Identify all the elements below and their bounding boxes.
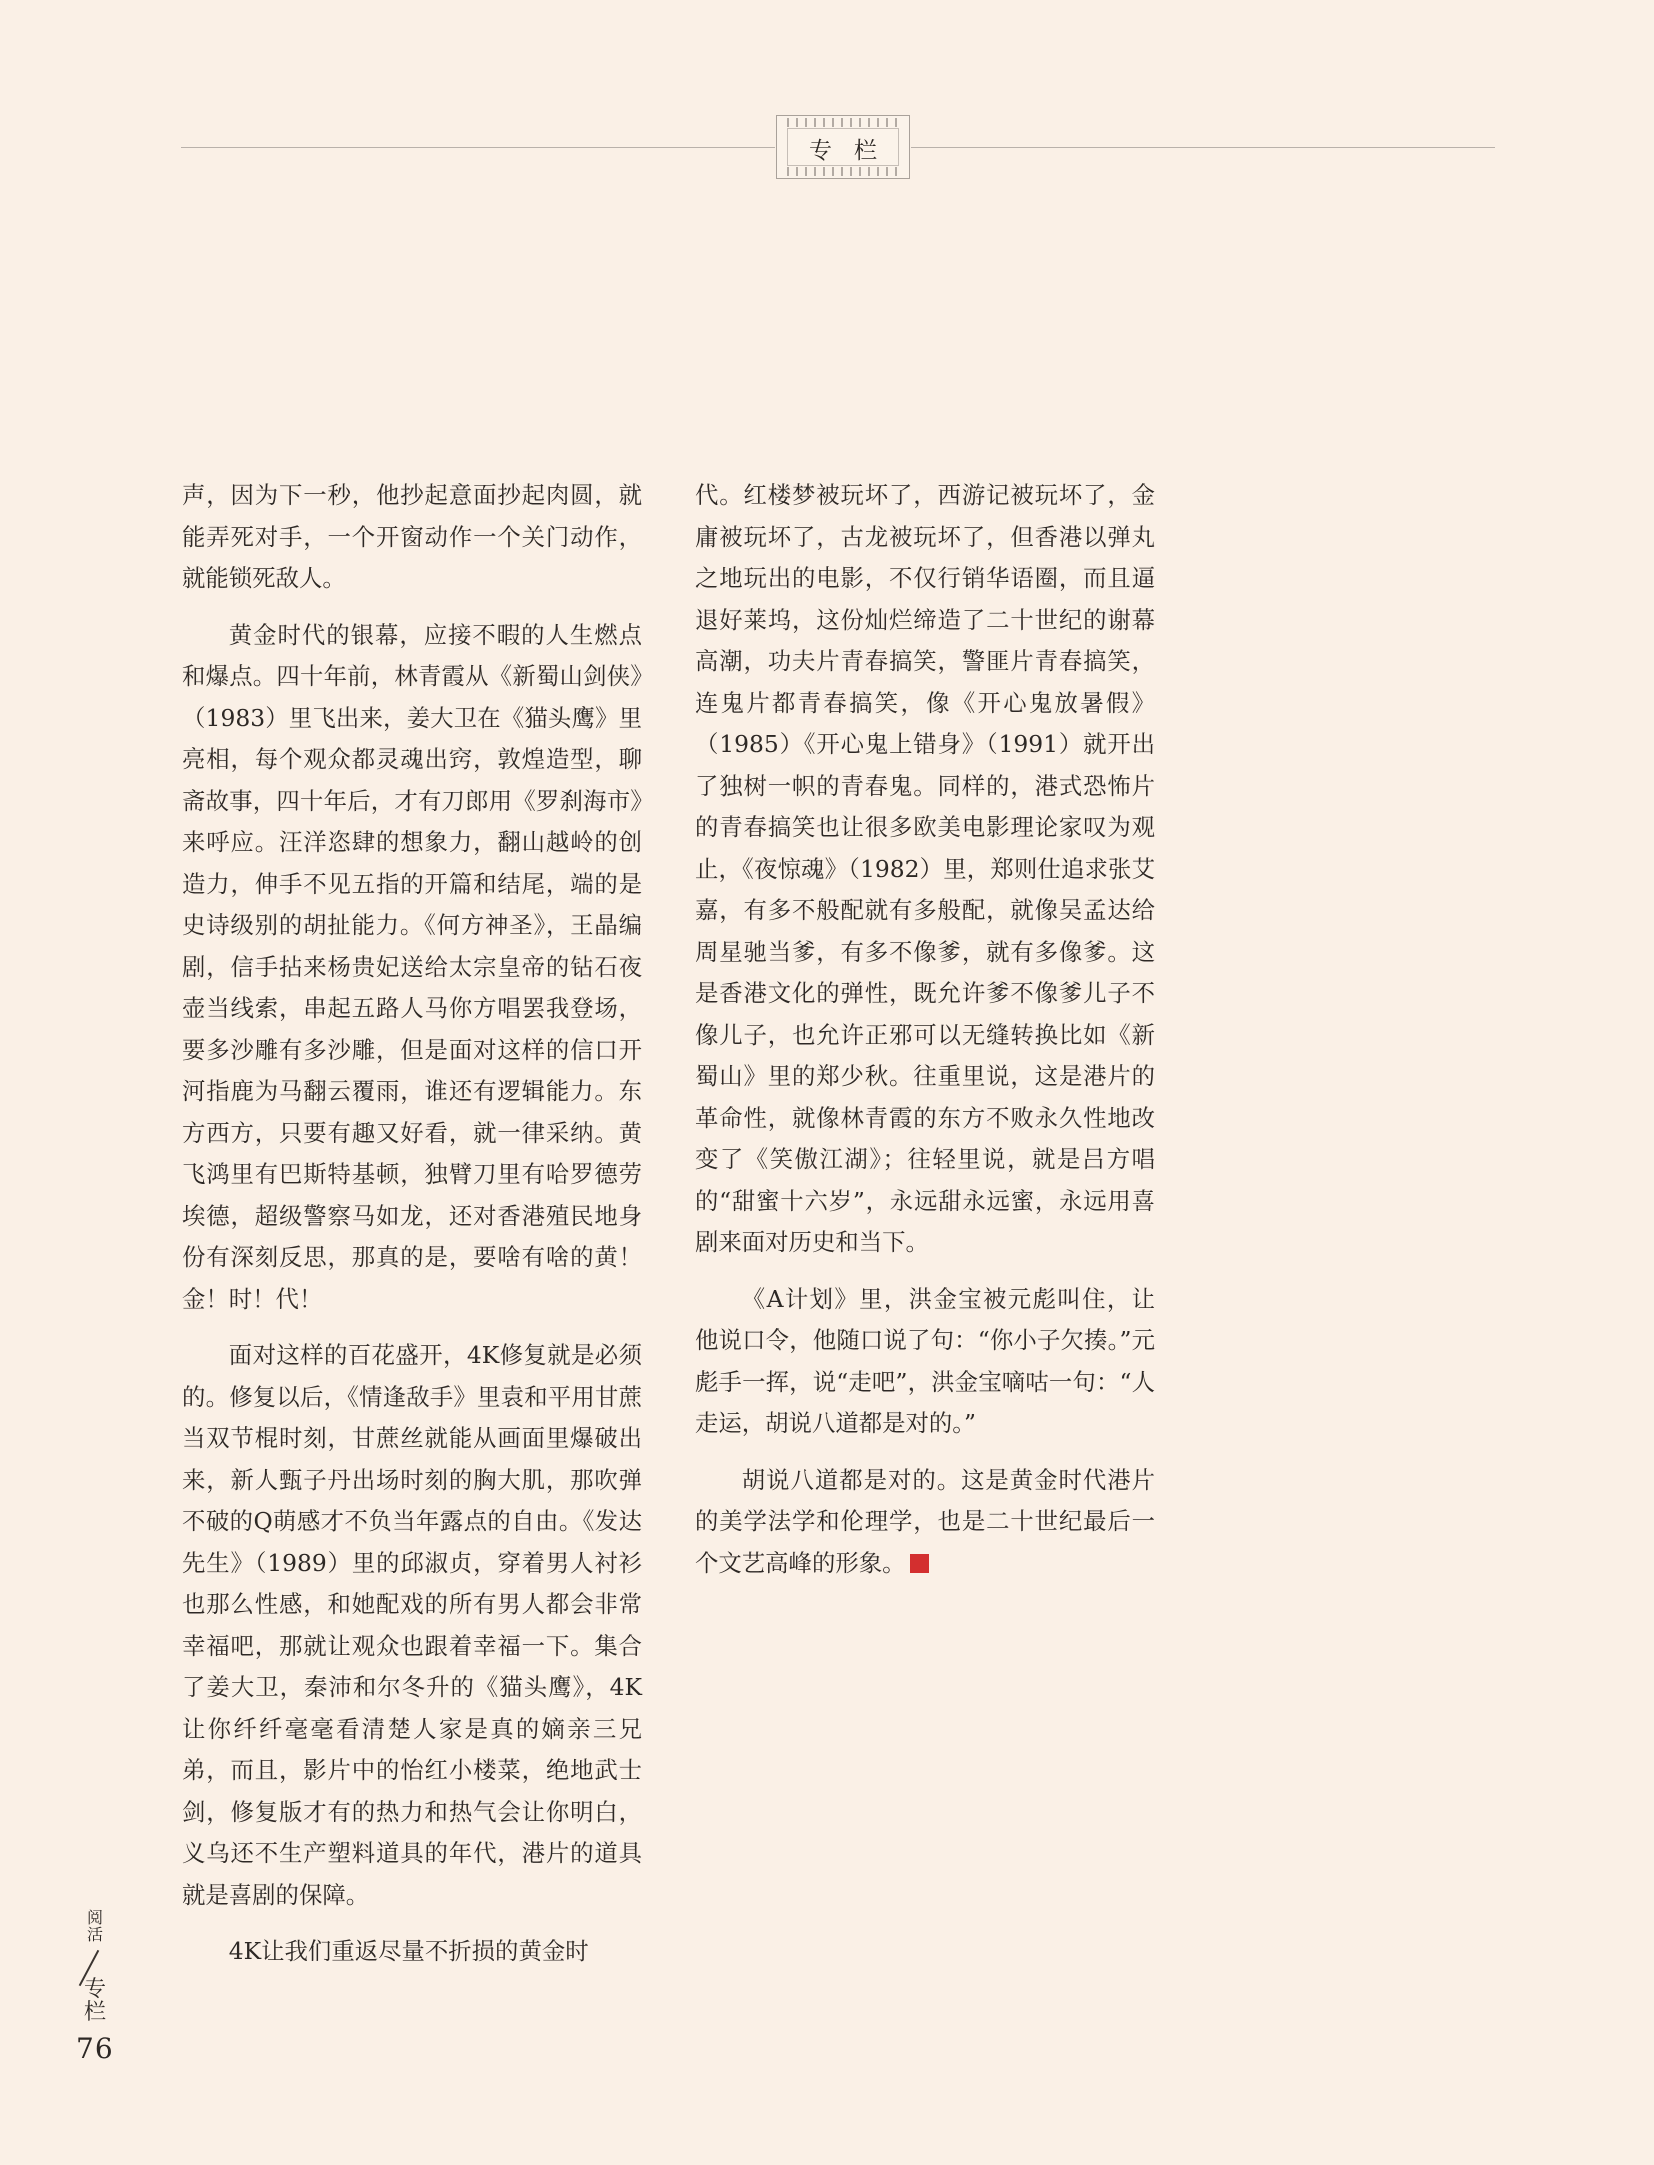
paragraph: 声，因为下一秒，他抄起意面抄起肉圆，就能弄死对手，一个开窗动作一个关门动作，就能锁死敌人。 bbox=[182, 481, 642, 592]
header-rule-right bbox=[911, 147, 1495, 148]
column-header-title: 专栏 bbox=[809, 138, 899, 164]
right-column bbox=[695, 475, 1155, 1599]
sidebar-section-label bbox=[84, 1910, 106, 2024]
paragraph: 4K让我们重返尽量不折损的黄金时 bbox=[228, 1937, 589, 1965]
page-number: 76 bbox=[76, 2032, 114, 2065]
left-column bbox=[182, 475, 642, 1988]
column-header-box bbox=[776, 115, 910, 179]
paragraph: 代。红楼梦被玩坏了，西游记被玩坏了，金庸被玩坏了，古龙被玩坏了，但香港以弹丸之地玩出的电影，不仅行销华语圈，而且逼退好莱坞，这份灿烂缔造了二十世纪的谢幕高潮，功夫片青春搞笑，警匪片青春搞笑，连鬼片都青春搞笑，像《开心鬼放暑假》（1985）《开心鬼上错身》（1991）就开出了独树一帜的青春鬼。同样的，港式恐怖片的青春搞笑也让很多欧美电影理论家叹为观止，《夜惊魂》（1982）里，郑则仕追求张艾嘉，有多不般配就有多般配，就像吴孟达给周星驰当爹，有多不像爹，就有多像爹。这是香港文化的弹性，既允许爹不像爹儿子不像儿子，也允许正邪可以无缝转换比如《新蜀山》里的郑少秋。往重里说，这是港片的革命性，就像林青霞的东方不败永久性地改变了《笑傲江湖》；往轻里说，就是吕方唱的“甜蜜十六岁”，永远甜永远蜜，永远用喜剧来面对历史和当下。 bbox=[695, 481, 1155, 1256]
header-ticks-top bbox=[787, 118, 899, 127]
paragraph: 黄金时代的银幕，应接不暇的人生燃点和爆点。四十年前，林青霞从《新蜀山剑侠》（1983）里飞出来，姜大卫在《猫头鹰》里亮相，每个观众都灵魂出窍，敦煌造型，聊斋故事，四十年后，才有刀郎用《罗刹海市》来呼应。汪洋恣肆的想象力，翻山越岭的创造力，伸手不见五指的开篇和结尾，端的是史诗级别的胡扯能力。《何方神圣》，王晶编剧，信手拈来杨贵妃送给太宗皇帝的钻石夜壶当线索，串起五路人马你方唱罢我登场，要多沙雕有多沙雕，但是面对这样的信口开河指鹿为马翻云覆雨，谁还有逻辑能力。东方西方，只要有趣又好看，就一律采纳。黄飞鸿里有巴斯特基顿，独臂刀里有哈罗德劳埃德，超级警察马如龙，还对香港殖民地身份有深刻反思，那真的是，要啥有啥的黄！金！时！代！ bbox=[182, 620, 642, 1313]
header-ticks-bottom bbox=[787, 167, 899, 176]
end-mark-square bbox=[910, 1554, 929, 1573]
paragraph: 面对这样的百花盛开，4K修复就是必须的。修复以后，《情逢敌手》里袁和平用甘蔗当双节棍时刻，甘蔗丝就能从画面里爆破出来，新人甄子丹出场时刻的胸大肌，那吹弹不破的Q萌感才不负当年露点的自由。《发达先生》（1989）里的邱淑贞，穿着男人衬衫也那么性感，和她配戏的所有男人都会非常幸福吧，那就让观众也跟着幸福一下。集合了姜大卫，秦沛和尔冬升的《猫头鹰》，4K让你纤纤毫毫看清楚人家是真的嫡亲三兄弟，而且，影片中的怡红小楼菜，绝地武士剑，修复版才有的热力和热气会让你明白，义乌还不生产塑料道具的年代，港片的道具就是喜剧的保障。 bbox=[182, 1341, 642, 1909]
paragraph-final bbox=[695, 1460, 1155, 1585]
paragraph-final-text: 胡说八道都是对的。这是黄金时代港片的美学法学和伦理学，也是二十世纪最后一个文艺高峰的形象。 bbox=[695, 1465, 1155, 1577]
sidebar-magazine-name: 阅 活 bbox=[86, 1908, 103, 1944]
header-rule-left bbox=[181, 147, 775, 148]
paragraph: 《A计划》里，洪金宝被元彪叫住，让他说口令，他随口说了句：“你小子欠揍。”元彪手一挥，说“走吧”，洪金宝嘀咕一句：“人走运，胡说八道都是对的。” bbox=[695, 1284, 1155, 1437]
sidebar-section-name: 专 栏 bbox=[84, 1976, 107, 2025]
